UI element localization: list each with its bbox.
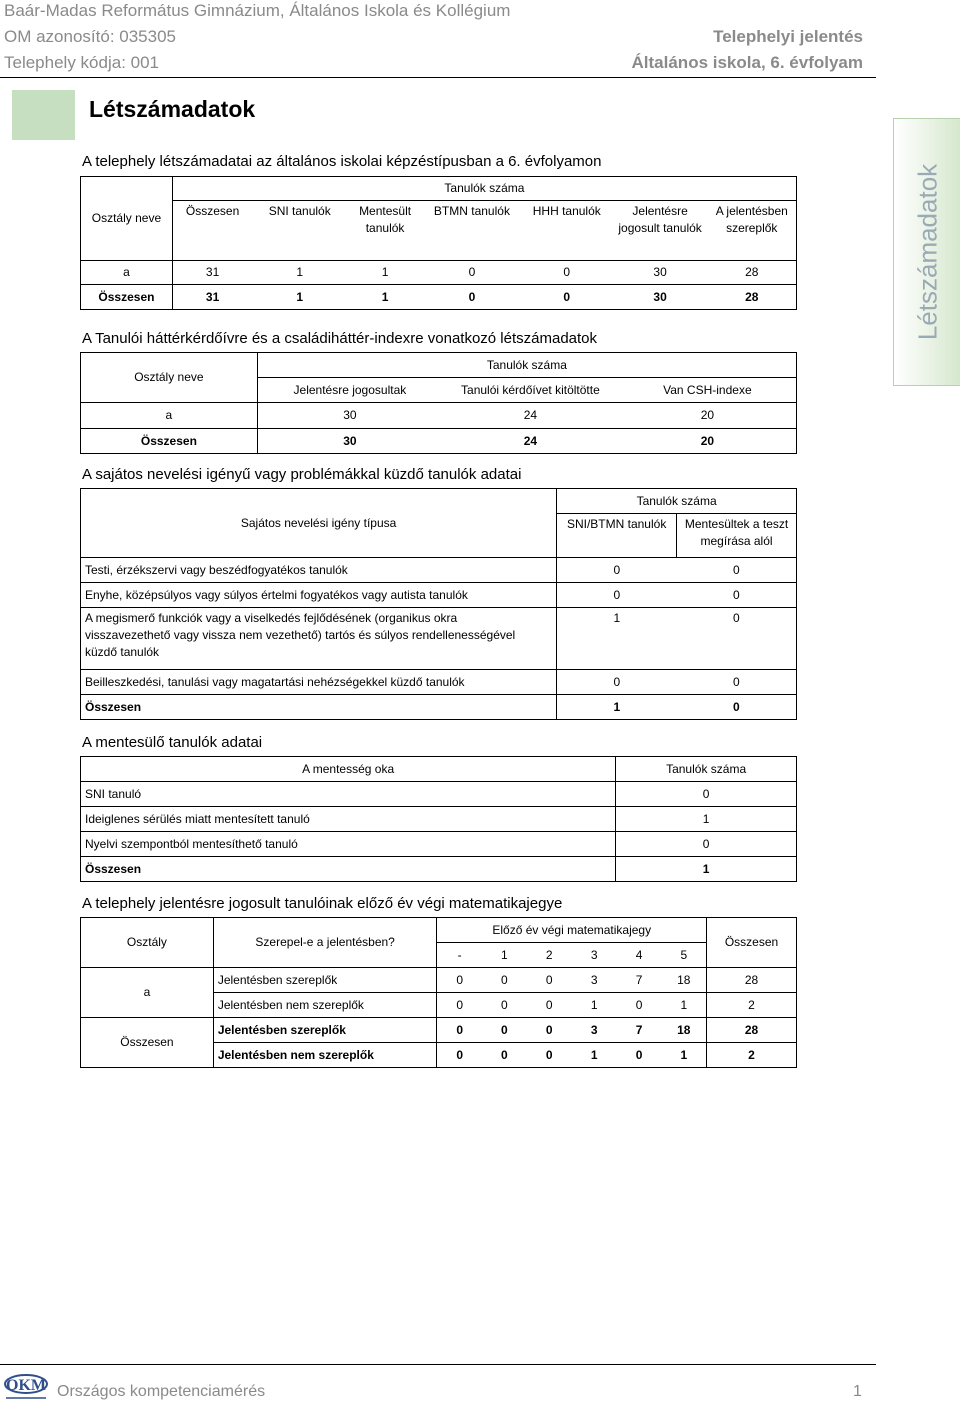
- s3-cell: 0: [557, 670, 677, 695]
- s2-class-header: Osztály neve: [81, 353, 258, 403]
- s4-row-name: Összesen: [81, 857, 616, 882]
- s5-total: 28: [707, 968, 797, 993]
- s2-row-name: a: [81, 403, 258, 429]
- s2-row-name: Összesen: [81, 429, 258, 454]
- s4-cell: 0: [616, 832, 797, 857]
- s2-col-eligible: Jelentésre jogosultak: [257, 378, 442, 403]
- s5-cell: 0: [527, 968, 572, 993]
- s5-cell: 3: [572, 968, 617, 993]
- s4-count-header: Tanulók száma: [616, 757, 797, 782]
- s3-col-sni: SNI/BTMN tanulók: [557, 514, 677, 558]
- s5-cell: 0: [482, 1043, 527, 1068]
- s4-cell: 1: [616, 857, 797, 882]
- s1-group-header: Tanulók száma: [172, 177, 796, 201]
- table-row: [81, 558, 797, 583]
- section3-table: [80, 488, 797, 720]
- s5-grade-col: 1: [482, 943, 527, 968]
- s2-cell: 30: [257, 429, 442, 454]
- s5-grade-col: 4: [617, 943, 662, 968]
- s1-cell: 1: [347, 285, 423, 310]
- s2-cell: 20: [619, 403, 797, 429]
- page-title: Létszámadatok: [89, 96, 256, 122]
- s5-class-header: Osztály: [81, 918, 214, 968]
- table-row: [81, 285, 797, 310]
- s5-cell: 0: [437, 1043, 482, 1068]
- s1-col-sni: SNI tanulók: [252, 201, 347, 261]
- table-row: [81, 403, 797, 429]
- s1-row-name: a: [81, 261, 173, 285]
- s4-row-name: SNI tanuló: [81, 782, 616, 807]
- s5-row-label: Jelentésben nem szereplők: [213, 1043, 437, 1068]
- table-row: [81, 857, 797, 882]
- s5-cell: 0: [617, 993, 662, 1018]
- s5-grade-col: -: [437, 943, 482, 968]
- s2-group-header: Tanulók száma: [257, 353, 796, 378]
- s3-cell: 0: [677, 670, 797, 695]
- s5-grade-col: 2: [527, 943, 572, 968]
- s1-col-eligible: Jelentésre jogosult tanulók: [613, 201, 708, 261]
- s1-col-total: Összesen: [172, 201, 252, 261]
- school-name: Baár-Madas Református Gimnázium, Általános Iskola és Kollégium: [4, 1, 511, 20]
- s4-cell: 1: [616, 807, 797, 832]
- s5-cell: 1: [572, 1043, 617, 1068]
- side-tab-label: Létszámadatok: [912, 163, 942, 341]
- s5-cell: 0: [527, 1018, 572, 1043]
- table-row: [81, 695, 797, 720]
- s1-col-hhh: HHH tanulók: [521, 201, 613, 261]
- s3-row-name-line: A megismerő funkciók vagy a viselkedés fejlődésének (organikus okra: [85, 611, 458, 625]
- s2-cell: 24: [442, 429, 619, 454]
- s3-cell: 0: [677, 583, 797, 608]
- s1-row-name: Összesen: [81, 285, 173, 310]
- s4-row-name: Ideiglenes sérülés miatt mentesített tanuló: [81, 807, 616, 832]
- s5-cell: 7: [617, 1018, 662, 1043]
- s3-cell: 0: [677, 608, 797, 670]
- s3-cell: 1: [557, 695, 677, 720]
- s5-total: 2: [707, 1043, 797, 1068]
- section5-table: [80, 917, 797, 1068]
- s5-cell: 1: [662, 1043, 707, 1068]
- s4-reason-header: A mentesség oka: [81, 757, 616, 782]
- footer-divider: [0, 1364, 876, 1365]
- s2-col-questionnaire: Tanulói kérdőívet kitöltötte: [442, 378, 619, 403]
- table-row: [81, 261, 797, 285]
- s3-cell: 1: [557, 608, 677, 670]
- s3-cell: 0: [677, 558, 797, 583]
- s1-cell: 0: [521, 285, 613, 310]
- table-row: [81, 429, 797, 454]
- s5-cell: 18: [662, 1018, 707, 1043]
- section1-table: [80, 176, 797, 310]
- section3-title: A sajátos nevelési igényű vagy problémákkal küzdő tanulók adatai: [82, 466, 522, 483]
- s5-cell: 18: [662, 968, 707, 993]
- s5-cell: 1: [572, 993, 617, 1018]
- s5-cell: 0: [527, 1043, 572, 1068]
- s1-cell: 1: [347, 261, 423, 285]
- s1-cell: 0: [423, 285, 521, 310]
- s5-cell: 0: [437, 968, 482, 993]
- s3-row-name: Összesen: [81, 695, 557, 720]
- s1-cell: 0: [521, 261, 613, 285]
- s5-total: 28: [707, 1018, 797, 1043]
- table-row: [81, 968, 797, 993]
- s3-row-name: Testi, érzékszervi vagy beszédfogyatékos tanulók: [81, 558, 557, 583]
- s3-row-name: Beilleszkedési, tanulási vagy magatartási nehézségekkel küzdő tanulók: [81, 670, 557, 695]
- footer-text: Országos kompetenciamérés: [57, 1383, 266, 1400]
- s5-cell: 0: [437, 993, 482, 1018]
- s5-cell: 0: [527, 993, 572, 1018]
- s1-class-header: Osztály neve: [81, 177, 173, 261]
- s5-row-label: Jelentésben szereplők: [213, 968, 437, 993]
- section4-title: A mentesülő tanulók adatai: [82, 734, 263, 751]
- s5-included-header: Szerepel-e a jelentésben?: [213, 918, 437, 968]
- section4-table: [80, 756, 797, 882]
- s5-cell: 0: [437, 1018, 482, 1043]
- s1-cell: 31: [172, 261, 252, 285]
- s1-cell: 30: [613, 261, 708, 285]
- table-row: [81, 670, 797, 695]
- s3-cell: 0: [677, 695, 797, 720]
- s5-cell: 0: [482, 993, 527, 1018]
- s3-cell: 0: [557, 558, 677, 583]
- s5-cell: 3: [572, 1018, 617, 1043]
- s5-cell: 0: [482, 1018, 527, 1043]
- s5-grade-header: Előző év végi matematikajegy: [437, 918, 707, 943]
- report-scope: Általános iskola, 6. évfolyam: [631, 53, 863, 72]
- s5-row-label: Jelentésben szereplők: [213, 1018, 437, 1043]
- s4-row-name: Nyelvi szempontból mentesíthető tanuló: [81, 832, 616, 857]
- table-row: [81, 583, 797, 608]
- s2-cell: 24: [442, 403, 619, 429]
- header-divider: [0, 77, 876, 78]
- s1-cell: 31: [172, 285, 252, 310]
- s3-row-name: Enyhe, középsúlyos vagy súlyos értelmi fogyatékos vagy autista tanulók: [81, 583, 557, 608]
- s4-cell: 0: [616, 782, 797, 807]
- s5-group-name: a: [81, 968, 214, 1018]
- s3-row-name-line: visszavezethető vagy vissza nem vezethető) tartós és súlyos rendellenességével: [85, 628, 516, 642]
- page-number: 1: [853, 1383, 862, 1400]
- s3-cell: 0: [557, 583, 677, 608]
- s3-row-name-line: küzdő tanulók: [85, 645, 160, 659]
- site-code: Telephely kódja: 001: [4, 53, 160, 72]
- s1-cell: 28: [708, 261, 797, 285]
- s1-cell: 1: [252, 261, 347, 285]
- side-tab: [893, 118, 960, 386]
- table-row: [81, 1018, 797, 1043]
- section1-title: A telephely létszámadatai az általános iskolai képzéstípusban a 6. évfolyamon: [82, 153, 602, 170]
- section5-title: A telephely jelentésre jogosult tanulóinak előző év végi matematikajegye: [82, 895, 563, 912]
- section2-table: [80, 352, 797, 454]
- s3-col-exempt: Mentesültek a teszt megírása alól: [677, 514, 797, 558]
- s3-group-header: Tanulók száma: [557, 489, 797, 514]
- s5-total: 2: [707, 993, 797, 1018]
- okm-logo-icon: [2, 1370, 50, 1404]
- s1-cell: 28: [708, 285, 797, 310]
- s1-cell: 30: [613, 285, 708, 310]
- s3-row-name-multiline: [81, 608, 557, 670]
- section2-title: A Tanulói háttérkérdőívre és a családiháttér-indexre vonatkozó létszámadatok: [82, 330, 598, 347]
- s1-cell: 0: [423, 261, 521, 285]
- s5-cell: 7: [617, 968, 662, 993]
- svg-text:OKM: OKM: [6, 1377, 46, 1394]
- s5-cell: 0: [617, 1043, 662, 1068]
- s5-grade-col: 3: [572, 943, 617, 968]
- s5-grade-col: 5: [662, 943, 707, 968]
- s1-col-exempt: Mentesült tanulók: [347, 201, 423, 261]
- title-marker: [12, 90, 75, 140]
- s2-col-csh: Van CSH-indexe: [619, 378, 797, 403]
- table-row: [81, 608, 797, 670]
- table-row: [81, 782, 797, 807]
- s5-row-label: Jelentésben nem szereplők: [213, 993, 437, 1018]
- report-type: Telephelyi jelentés: [713, 27, 863, 46]
- s5-cell: 0: [482, 968, 527, 993]
- s2-cell: 20: [619, 429, 797, 454]
- table-row: [81, 807, 797, 832]
- s5-group-name: Összesen: [81, 1018, 214, 1068]
- s5-total-header: Összesen: [707, 918, 797, 968]
- s1-col-included: A jelentésben szereplők: [708, 201, 797, 261]
- s1-col-btmn: BTMN tanulók: [423, 201, 521, 261]
- s1-cell: 1: [252, 285, 347, 310]
- s2-cell: 30: [257, 403, 442, 429]
- s5-cell: 1: [662, 993, 707, 1018]
- table-row: [81, 832, 797, 857]
- om-id: OM azonosító: 035305: [4, 27, 177, 46]
- s3-type-header: Sajátos nevelési igény típusa: [81, 489, 557, 558]
